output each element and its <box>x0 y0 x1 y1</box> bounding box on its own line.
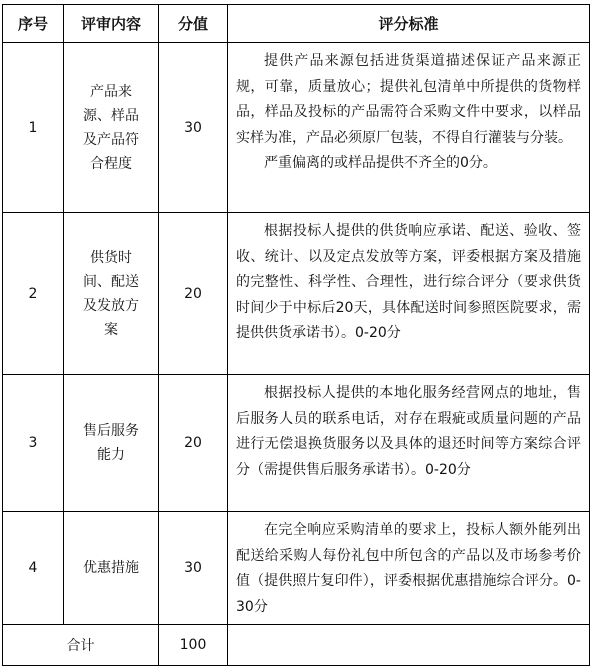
row-item <box>64 213 159 375</box>
row-item-text: 产品来源、样品及产品符合程度 <box>82 83 139 172</box>
row-item-text: 供货时间、配送及发放方案 <box>82 249 139 338</box>
criteria-paragraph: 根据投标人提供的本地化服务经营网点的地址，售后服务人员的联系电话，对存在瑕疵或质量问题的产品进行无偿退换货服务以及具体的退还时间等方案综合评分（需提供售后服务承诺书）。0-20分 <box>236 385 581 478</box>
row-item <box>64 375 159 512</box>
total-score: 100 <box>159 625 228 666</box>
criteria-paragraph: 根据投标人提供的供货响应承诺、配送、验收、签收、统计、以及定点发放等方案，评委根据方案及措施的完整性、科学性、合理性，进行综合评分（要求供货时间少于中标后20天，具体配送时间参照医院要求，需提供供货承诺书）。0-20分 <box>236 223 581 341</box>
row-no: 3 <box>3 375 64 512</box>
row-score: 30 <box>159 43 228 213</box>
total-label: 合计 <box>3 625 159 666</box>
row-no: 4 <box>3 512 64 625</box>
header-score: 分值 <box>159 5 228 43</box>
row-score: 20 <box>159 375 228 512</box>
table-row <box>3 512 590 625</box>
row-item <box>64 512 159 625</box>
row-criteria <box>228 512 590 625</box>
table-row <box>3 43 590 213</box>
header-criteria: 评分标准 <box>228 5 590 43</box>
criteria-paragraph: 严重偏离的或样品提供不齐全的0分。 <box>264 155 497 171</box>
row-criteria <box>228 43 590 213</box>
header-item: 评审内容 <box>64 5 159 43</box>
table-row <box>3 213 590 375</box>
row-item-text: 优惠措施 <box>82 560 139 576</box>
row-criteria <box>228 213 590 375</box>
total-criteria <box>228 625 590 666</box>
row-criteria <box>228 375 590 512</box>
row-score: 20 <box>159 213 228 375</box>
scoring-table <box>2 4 590 666</box>
row-no: 1 <box>3 43 64 213</box>
row-score: 30 <box>159 512 228 625</box>
row-item-text: 售后服务能力 <box>82 423 139 463</box>
row-item <box>64 43 159 213</box>
header-no: 序号 <box>3 5 64 43</box>
total-row <box>3 625 590 666</box>
criteria-paragraph: 提供产品来源包括进货渠道描述保证产品来源正规，可靠，质量放心；提供礼包清单中所提供的货物样品，样品及投标的产品需符合采购文件中要求，以样品实样为准，产品必须原厂包装，不得自行灌装与分装。 <box>236 53 581 146</box>
table-row <box>3 375 590 512</box>
criteria-paragraph: 在完全响应采购清单的要求上，投标人额外能列出配送给采购人每份礼包中所包含的产品以及市场参考价值（提供照片复印件），评委根据优惠措施综合评分。0-30分 <box>236 522 581 615</box>
header-row <box>3 5 590 43</box>
row-no: 2 <box>3 213 64 375</box>
